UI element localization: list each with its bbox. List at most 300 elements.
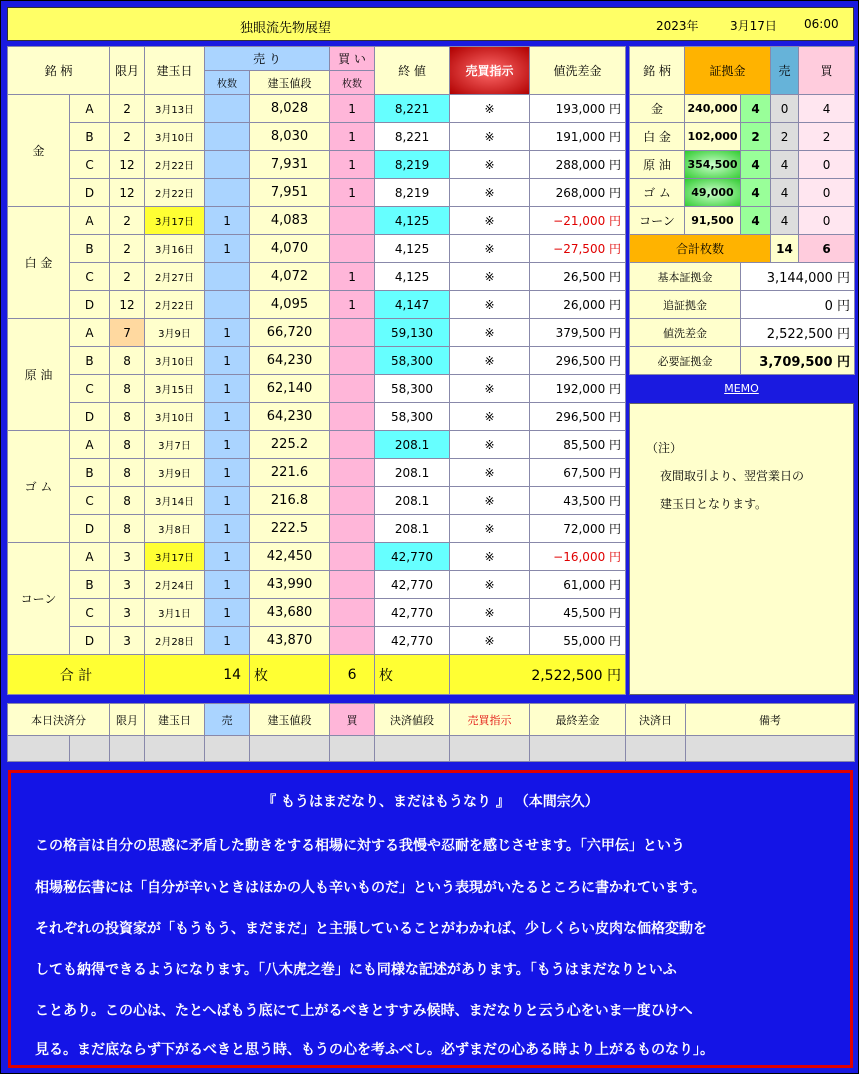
settle-col: 備考 <box>686 704 855 736</box>
limit-month: 3 <box>110 599 145 627</box>
margin-sell: 4 <box>771 151 799 179</box>
row-label: D <box>70 179 110 207</box>
margin-buy: 2 <box>799 123 855 151</box>
margin-sell: 0 <box>771 95 799 123</box>
signal-mark: ※ <box>450 599 530 627</box>
row-label: C <box>70 151 110 179</box>
row-label: D <box>70 515 110 543</box>
margin-total-row <box>630 235 855 263</box>
open-price: 62,140 <box>250 375 330 403</box>
margin-amount: 102,000 <box>685 123 741 151</box>
settle-cell[interactable] <box>250 736 330 762</box>
row-label: A <box>70 207 110 235</box>
open-price: 66,720 <box>250 319 330 347</box>
settle-cell[interactable] <box>530 736 626 762</box>
table-row <box>8 95 626 123</box>
open-date: 3月8日 <box>145 515 205 543</box>
table-row <box>8 235 626 263</box>
open-price: 64,230 <box>250 403 330 431</box>
open-date: 2月24日 <box>145 571 205 599</box>
settle-cell[interactable] <box>450 736 530 762</box>
total-row <box>8 655 626 695</box>
settle-cell[interactable] <box>110 736 145 762</box>
diff-value: 193,000 円 <box>530 95 626 123</box>
buy-qty: 1 <box>330 263 375 291</box>
settle-cell[interactable] <box>375 736 450 762</box>
margin-amount: 49,000 <box>685 179 741 207</box>
signal-mark: ※ <box>450 543 530 571</box>
diff-value: 67,500 円 <box>530 459 626 487</box>
open-price: 8,030 <box>250 123 330 151</box>
row-label: B <box>70 123 110 151</box>
sell-qty <box>205 123 250 151</box>
table-row <box>8 571 626 599</box>
open-date: 2月22日 <box>145 179 205 207</box>
memo-link[interactable]: MEMO <box>724 382 759 395</box>
open-price: 4,083 <box>250 207 330 235</box>
open-price: 43,870 <box>250 627 330 655</box>
diff-value: −27,500 円 <box>530 235 626 263</box>
limit-month: 3 <box>110 627 145 655</box>
close-price: 59,130 <box>375 319 450 347</box>
margin-table <box>629 46 855 375</box>
summary-value: 3,709,500 円 <box>741 347 855 375</box>
diff-value: 72,000 円 <box>530 515 626 543</box>
close-price: 58,300 <box>375 375 450 403</box>
col-sell-qty: 枚数 <box>205 71 250 95</box>
margin-row <box>630 123 855 151</box>
quote-panel <box>8 770 853 1068</box>
sell-qty <box>205 291 250 319</box>
signal-mark: ※ <box>450 403 530 431</box>
limit-month: 2 <box>110 123 145 151</box>
memo-line: 夜間取引より、翌営業日の <box>660 469 805 483</box>
signal-mark: ※ <box>450 627 530 655</box>
sell-qty: 1 <box>205 403 250 431</box>
margin-row <box>630 207 855 235</box>
memo-line: （注） <box>646 441 683 455</box>
table-row <box>8 403 626 431</box>
commodity-name: 原 油 <box>8 319 70 431</box>
signal-mark: ※ <box>450 571 530 599</box>
signal-mark: ※ <box>450 487 530 515</box>
open-date: 3月14日 <box>145 487 205 515</box>
settle-cell[interactable] <box>70 736 110 762</box>
row-label: A <box>70 319 110 347</box>
sell-qty <box>205 179 250 207</box>
commodity-name: 金 <box>8 95 70 207</box>
margin-sell: 4 <box>771 179 799 207</box>
open-price: 4,072 <box>250 263 330 291</box>
row-label: B <box>70 571 110 599</box>
diff-value: 55,000 円 <box>530 627 626 655</box>
total-buy-count: 6 <box>330 655 375 695</box>
margin-brand: 白 金 <box>630 123 685 151</box>
summary-value: 3,144,000 円 <box>741 263 855 291</box>
table-row <box>8 179 626 207</box>
sell-qty: 1 <box>205 487 250 515</box>
open-price: 7,951 <box>250 179 330 207</box>
buy-qty <box>330 599 375 627</box>
settle-empty-row <box>8 736 855 762</box>
close-price: 4,125 <box>375 263 450 291</box>
limit-month: 8 <box>110 375 145 403</box>
sell-qty: 1 <box>205 347 250 375</box>
buy-qty <box>330 431 375 459</box>
limit-month: 7 <box>110 319 145 347</box>
limit-month: 8 <box>110 515 145 543</box>
settle-cell[interactable] <box>626 736 686 762</box>
signal-mark: ※ <box>450 207 530 235</box>
col-limit: 限月 <box>110 47 145 95</box>
open-price: 216.8 <box>250 487 330 515</box>
open-price: 43,680 <box>250 599 330 627</box>
open-date: 2月28日 <box>145 627 205 655</box>
sell-qty: 1 <box>205 207 250 235</box>
sell-qty <box>205 151 250 179</box>
open-price: 8,028 <box>250 95 330 123</box>
col-buy-qty: 枚数 <box>330 71 375 95</box>
summary-row <box>630 263 855 291</box>
sell-qty: 1 <box>205 319 250 347</box>
sell-qty: 1 <box>205 599 250 627</box>
col-signal: 売買指示 <box>450 47 530 95</box>
summary-row <box>630 319 855 347</box>
side-col-sell: 売 <box>771 47 799 95</box>
open-price: 64,230 <box>250 347 330 375</box>
header-year: 2023年 <box>656 19 699 33</box>
summary-label: 値洗差金 <box>630 319 741 347</box>
close-price: 208.1 <box>375 459 450 487</box>
row-label: B <box>70 347 110 375</box>
summary-row <box>630 347 855 375</box>
limit-month: 2 <box>110 263 145 291</box>
diff-value: 61,000 円 <box>530 571 626 599</box>
col-open-price: 建玉値段 <box>250 71 330 95</box>
limit-month: 12 <box>110 151 145 179</box>
margin-count: 2 <box>741 123 771 151</box>
memo-box <box>629 403 854 695</box>
margin-buy: 0 <box>799 151 855 179</box>
settle-cell[interactable] <box>8 736 70 762</box>
sell-qty <box>205 263 250 291</box>
open-price: 222.5 <box>250 515 330 543</box>
table-row <box>8 123 626 151</box>
table-row <box>8 291 626 319</box>
margin-buy: 0 <box>799 207 855 235</box>
summary-label: 追証拠金 <box>630 291 741 319</box>
summary-label: 必要証拠金 <box>630 347 741 375</box>
col-brand: 銘 柄 <box>8 47 110 95</box>
row-label: B <box>70 235 110 263</box>
memo-line: 建玉日となります。 <box>660 497 768 511</box>
settle-cell[interactable] <box>145 736 205 762</box>
limit-month: 12 <box>110 291 145 319</box>
diff-value: 296,500 円 <box>530 347 626 375</box>
header-time: 06:00 <box>804 17 839 31</box>
header-date: 3月17日 <box>730 19 777 33</box>
open-date: 2月22日 <box>145 291 205 319</box>
table-row <box>8 375 626 403</box>
table-row <box>8 319 626 347</box>
close-price: 208.1 <box>375 515 450 543</box>
limit-month: 3 <box>110 543 145 571</box>
margin-count: 4 <box>741 151 771 179</box>
table-row <box>8 263 626 291</box>
close-price: 42,770 <box>375 627 450 655</box>
close-price: 8,219 <box>375 179 450 207</box>
open-date: 3月17日 <box>145 207 205 235</box>
diff-value: 85,500 円 <box>530 431 626 459</box>
open-date: 2月22日 <box>145 151 205 179</box>
sell-qty: 1 <box>205 543 250 571</box>
side-col-buy: 買 <box>799 47 855 95</box>
quote-title: 『 もうはまだなり、まだはもうなり 』 （本間宗久） <box>262 794 599 810</box>
close-price: 58,300 <box>375 347 450 375</box>
quote-line: この格言は自分の思惑に矛盾した動きをする相場に対する我慢や忍耐を感じさせます。「六甲伝」という <box>35 838 685 854</box>
sell-qty: 1 <box>205 375 250 403</box>
settle-col: 建玉日 <box>145 704 205 736</box>
buy-qty <box>330 347 375 375</box>
row-label: C <box>70 599 110 627</box>
limit-month: 3 <box>110 571 145 599</box>
total-sell-count: 14 <box>145 655 250 695</box>
signal-mark: ※ <box>450 123 530 151</box>
limit-month: 2 <box>110 235 145 263</box>
margin-brand: コーン <box>630 207 685 235</box>
limit-month: 2 <box>110 207 145 235</box>
open-price: 7,931 <box>250 151 330 179</box>
row-label: C <box>70 487 110 515</box>
sell-qty: 1 <box>205 431 250 459</box>
open-date: 3月17日 <box>145 543 205 571</box>
diff-value: 192,000 円 <box>530 375 626 403</box>
side-col-brand: 銘 柄 <box>630 47 685 95</box>
table-row <box>8 599 626 627</box>
open-date: 3月10日 <box>145 123 205 151</box>
commodity-name: コーン <box>8 543 70 655</box>
margin-amount: 91,500 <box>685 207 741 235</box>
margin-row <box>630 179 855 207</box>
close-price: 8,221 <box>375 95 450 123</box>
signal-mark: ※ <box>450 291 530 319</box>
close-price: 4,125 <box>375 235 450 263</box>
page-title: 独眼流先物展望 <box>240 21 332 36</box>
margin-brand: 原 油 <box>630 151 685 179</box>
buy-qty: 1 <box>330 95 375 123</box>
limit-month: 8 <box>110 487 145 515</box>
margin-count: 4 <box>741 179 771 207</box>
signal-mark: ※ <box>450 151 530 179</box>
sell-qty: 1 <box>205 459 250 487</box>
limit-month: 12 <box>110 179 145 207</box>
close-price: 8,221 <box>375 123 450 151</box>
limit-month: 2 <box>110 95 145 123</box>
diff-value: 45,500 円 <box>530 599 626 627</box>
table-row <box>8 431 626 459</box>
settle-col: 限月 <box>110 704 145 736</box>
settle-col: 最終差金 <box>530 704 626 736</box>
limit-month: 8 <box>110 347 145 375</box>
buy-qty <box>330 543 375 571</box>
close-price: 42,770 <box>375 571 450 599</box>
margin-row <box>630 95 855 123</box>
diff-value: 26,000 円 <box>530 291 626 319</box>
open-date: 3月16日 <box>145 235 205 263</box>
summary-label: 基本証拠金 <box>630 263 741 291</box>
buy-qty: 1 <box>330 179 375 207</box>
summary-row <box>630 291 855 319</box>
settle-col: 本日決済分 <box>8 704 110 736</box>
row-label: C <box>70 263 110 291</box>
open-date: 3月9日 <box>145 319 205 347</box>
quote-line: しても納得できるようになります。「八木虎之巻」にも同様な記述があります。「もうはまだなりといふ <box>35 962 677 978</box>
diff-value: −21,000 円 <box>530 207 626 235</box>
limit-month: 8 <box>110 403 145 431</box>
settle-cell[interactable] <box>330 736 375 762</box>
sell-qty: 1 <box>205 571 250 599</box>
buy-qty <box>330 487 375 515</box>
margin-total-buy: 6 <box>799 235 855 263</box>
row-label: D <box>70 403 110 431</box>
buy-qty: 1 <box>330 291 375 319</box>
settlement-table <box>7 703 855 762</box>
row-label: A <box>70 543 110 571</box>
margin-row <box>630 151 855 179</box>
table-row <box>8 515 626 543</box>
row-label: D <box>70 627 110 655</box>
close-price: 58,300 <box>375 403 450 431</box>
table-row <box>8 487 626 515</box>
margin-amount: 240,000 <box>685 95 741 123</box>
margin-brand: 金 <box>630 95 685 123</box>
diff-value: 296,500 円 <box>530 403 626 431</box>
buy-qty <box>330 459 375 487</box>
buy-qty <box>330 375 375 403</box>
row-label: A <box>70 95 110 123</box>
margin-sell: 2 <box>771 123 799 151</box>
signal-mark: ※ <box>450 375 530 403</box>
close-price: 42,770 <box>375 599 450 627</box>
sell-qty: 1 <box>205 235 250 263</box>
col-close: 終 値 <box>375 47 450 95</box>
buy-qty <box>330 207 375 235</box>
open-price: 43,990 <box>250 571 330 599</box>
buy-qty <box>330 403 375 431</box>
buy-qty <box>330 235 375 263</box>
diff-value: 43,500 円 <box>530 487 626 515</box>
close-price: 208.1 <box>375 487 450 515</box>
open-date: 3月13日 <box>145 95 205 123</box>
table-row <box>8 627 626 655</box>
settle-col: 買 <box>330 704 375 736</box>
settle-cell[interactable] <box>686 736 855 762</box>
margin-total-label: 合計枚数 <box>630 235 771 263</box>
settle-col: 建玉値段 <box>250 704 330 736</box>
sell-qty <box>205 95 250 123</box>
open-date: 3月7日 <box>145 431 205 459</box>
quote-line: ことあり。この心は、たとへばもう底にて上がるべきとすすみ候時、まだなりと云う心をいま一度ひけへ <box>35 1003 693 1019</box>
table-row <box>8 459 626 487</box>
settle-col: 売買指示 <box>450 704 530 736</box>
buy-qty: 1 <box>330 123 375 151</box>
open-date: 3月1日 <box>145 599 205 627</box>
margin-brand: ゴ ム <box>630 179 685 207</box>
sell-qty: 1 <box>205 515 250 543</box>
limit-month: 8 <box>110 459 145 487</box>
signal-mark: ※ <box>450 459 530 487</box>
diff-value: 26,500 円 <box>530 263 626 291</box>
margin-total-sell: 14 <box>771 235 799 263</box>
sell-qty: 1 <box>205 627 250 655</box>
buy-qty <box>330 515 375 543</box>
diff-value: 379,500 円 <box>530 319 626 347</box>
row-label: B <box>70 459 110 487</box>
table-row <box>8 151 626 179</box>
buy-qty <box>330 319 375 347</box>
quote-line: 相場秘伝書には「自分が辛いときはほかの人も辛いものだ」という表現がいたるところに書かれています。 <box>35 880 706 896</box>
settle-col: 決済日 <box>626 704 686 736</box>
table-row <box>8 543 626 571</box>
row-label: A <box>70 431 110 459</box>
row-label: D <box>70 291 110 319</box>
open-date: 3月10日 <box>145 347 205 375</box>
close-price: 42,770 <box>375 543 450 571</box>
signal-mark: ※ <box>450 347 530 375</box>
commodity-name: 白 金 <box>8 207 70 319</box>
total-sell-unit: 枚 <box>250 655 330 695</box>
settle-col: 決済値段 <box>375 704 450 736</box>
margin-sell: 4 <box>771 207 799 235</box>
close-price: 8,219 <box>375 151 450 179</box>
signal-mark: ※ <box>450 431 530 459</box>
diff-value: −16,000 円 <box>530 543 626 571</box>
total-buy-unit: 枚 <box>375 655 450 695</box>
signal-mark: ※ <box>450 95 530 123</box>
summary-value: 0 円 <box>741 291 855 319</box>
signal-mark: ※ <box>450 263 530 291</box>
signal-mark: ※ <box>450 319 530 347</box>
settle-cell[interactable] <box>205 736 250 762</box>
diff-value: 288,000 円 <box>530 151 626 179</box>
total-diff: 2,522,500 円 <box>450 655 626 695</box>
margin-amount: 354,500 <box>685 151 741 179</box>
col-open-date: 建玉日 <box>145 47 205 95</box>
summary-value: 2,522,500 円 <box>741 319 855 347</box>
close-price: 4,147 <box>375 291 450 319</box>
signal-mark: ※ <box>450 179 530 207</box>
open-date: 3月10日 <box>145 403 205 431</box>
open-price: 221.6 <box>250 459 330 487</box>
signal-mark: ※ <box>450 515 530 543</box>
open-price: 225.2 <box>250 431 330 459</box>
open-price: 4,095 <box>250 291 330 319</box>
signal-mark: ※ <box>450 235 530 263</box>
open-date: 3月9日 <box>145 459 205 487</box>
col-buy: 買 い <box>330 47 375 71</box>
quote-line: 見る。まだ底ならず下がるべきと思う時、もうの心を考ふべし。必ずまだの心ある時より上がるものなり」。 <box>35 1042 714 1058</box>
title-bar <box>7 7 854 41</box>
col-sell: 売 り <box>205 47 330 71</box>
positions-table <box>7 46 626 695</box>
buy-qty: 1 <box>330 151 375 179</box>
diff-value: 191,000 円 <box>530 123 626 151</box>
row-label: C <box>70 375 110 403</box>
close-price: 208.1 <box>375 431 450 459</box>
table-row <box>8 207 626 235</box>
settle-col: 売 <box>205 704 250 736</box>
limit-month: 8 <box>110 431 145 459</box>
